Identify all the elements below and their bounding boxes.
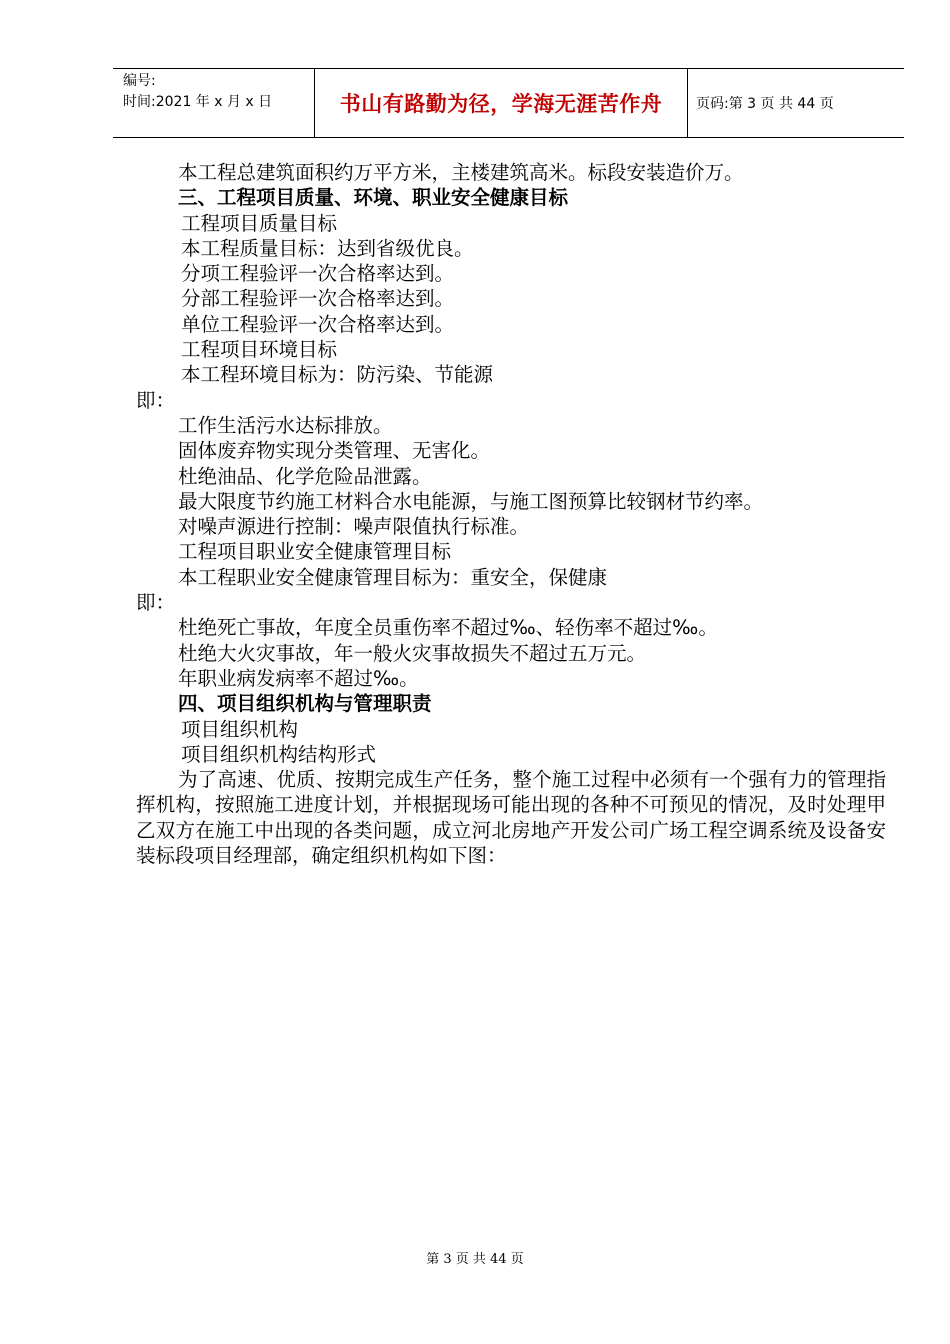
- text-line: 即：: [136, 591, 176, 615]
- text-line: 对噪声源进行控制：噪声限值执行标准。: [178, 515, 530, 539]
- section-heading: 四、项目组织机构与管理职责: [178, 692, 432, 716]
- text-line: 工作生活污水达标排放。: [178, 413, 393, 437]
- text-line: 年职业病发病率不超过‰。: [178, 666, 419, 690]
- body-paragraph: 为了高速、优质、按期完成生产任务，整个施工过程中必须有一个强有力的管理指挥机构，按照施工进度计划，并根据现场可能出现的各种不可预见的情况，及时处理甲乙双方在施工中出现的各类问题，成立河北房地产开发公司广场工程空调系统及设备安装标段项目经理部，确定组织机构如下图：: [136, 768, 886, 868]
- subsection-heading: 项目组织机构结构形式: [181, 742, 377, 766]
- text-line: 本工程环境目标为：防污染、节能源: [181, 363, 494, 387]
- text-line: 杜绝油品、化学危险品泄露。: [178, 464, 432, 488]
- header-page-cell: [688, 69, 904, 137]
- header-motto: 书山有路勤为径，学海无涯苦作舟: [339, 92, 663, 116]
- text-line: 分项工程验评一次合格率达到。: [181, 262, 455, 286]
- document-body: [136, 160, 886, 868]
- header-motto-cell: [315, 69, 688, 137]
- text-line: 杜绝大火灾事故，年一般火灾事故损失不超过五万元。: [178, 641, 647, 665]
- document-date: 时间:2021 年 x 月 x 日: [123, 94, 273, 110]
- subsection-heading: 工程项目质量目标: [181, 211, 338, 235]
- text-line: 即：: [136, 388, 176, 412]
- subsection-heading: 工程项目环境目标: [181, 338, 338, 362]
- header-meta: [113, 69, 315, 137]
- document-number-label: 编号:: [123, 73, 156, 89]
- header-page-info: 页码:第 3 页 共 44 页: [696, 96, 834, 112]
- section-heading: 三、工程项目质量、环境、职业安全健康目标: [178, 186, 569, 210]
- subsection-heading: 项目组织机构: [181, 717, 299, 741]
- footer-page-number: 第 3 页 共 44 页: [426, 1252, 524, 1267]
- text-line: 固体废弃物实现分类管理、无害化。: [178, 439, 491, 463]
- text-line: 单位工程验评一次合格率达到。: [181, 312, 455, 336]
- text-line: 本工程职业安全健康管理目标为：重安全，保健康: [178, 565, 608, 589]
- text-line: 本工程总建筑面积约万平方米，主楼建筑高米。标段安装造价万。: [178, 161, 744, 184]
- text-line: 最大限度节约施工材料合水电能源，与施工图预算比较钢材节约率。: [178, 489, 764, 513]
- text-line: 杜绝死亡事故，年度全员重伤率不超过‰、轻伤率不超过‰。: [178, 616, 718, 640]
- page-footer: [0, 1248, 950, 1267]
- page-header: [113, 68, 904, 138]
- text-line: 分部工程验评一次合格率达到。: [181, 287, 455, 311]
- text-line: 本工程质量目标：达到省级优良。: [181, 236, 474, 260]
- subsection-heading: 工程项目职业安全健康管理目标: [178, 540, 452, 564]
